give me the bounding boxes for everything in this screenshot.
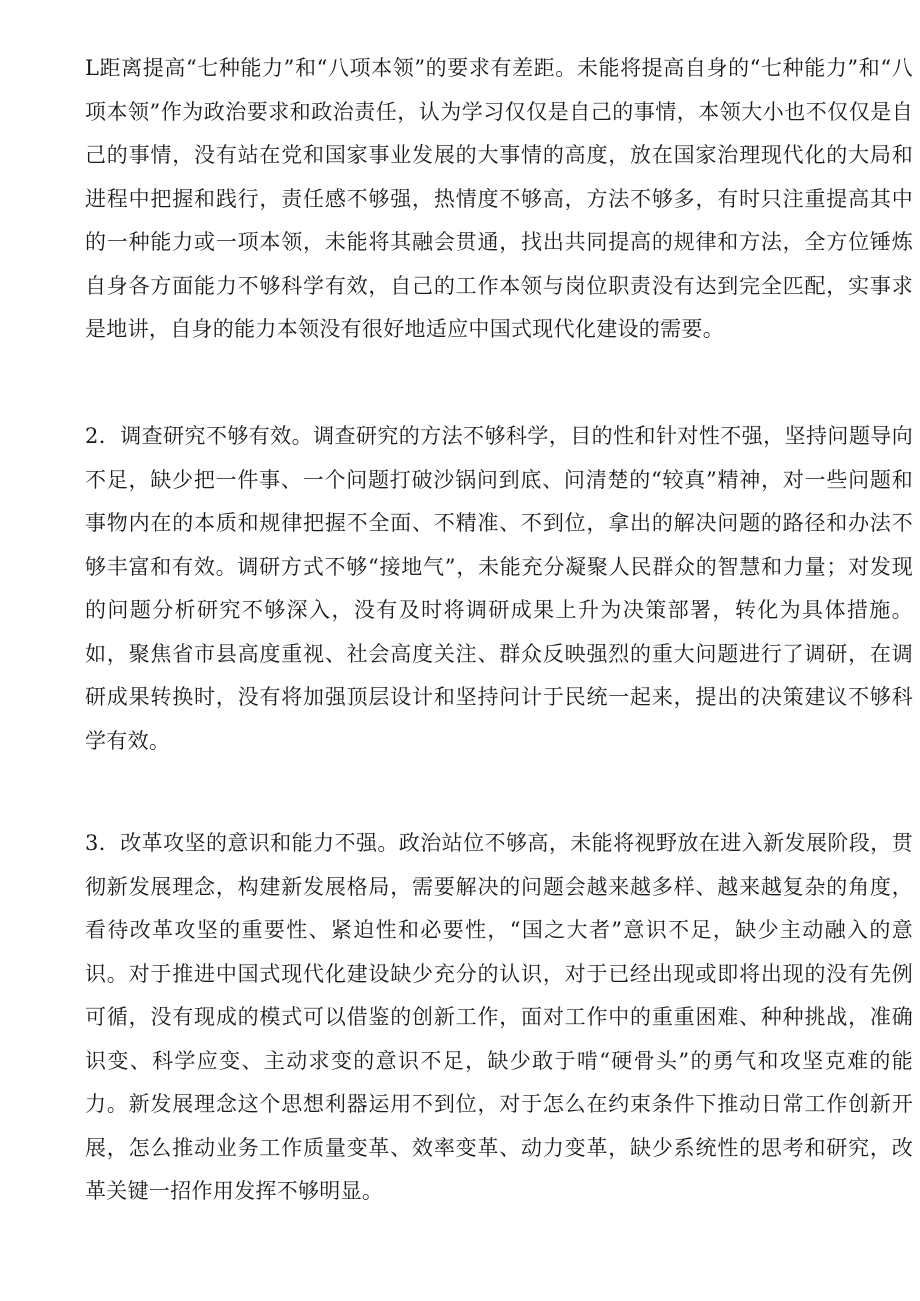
paragraph-1: L距离提高“七种能力”和“八项本领”的要求有差距。未能将提高自身的“七种能力”和“八项本领”作为政治要求和政治责任，认为学习仅仅是自己的事情，本领大小也不仅仅是自己的事情，没有站在党和国家事业发展的大事情的高度，放在国家治理现代化的大局和进程中把握和践行，责任感不够强，热情度不够高，方法不够多，有时只注重提高其中的一种能力或一项本领，未能将其融会贯通，找出共同提高的规律和方法，全方位锤炼自身各方面能力不够科学有效，自己的工作本领与岗位职责没有达到完全匹配，实事求是地讲，自身的能力本领没有很好地适应中国式现代化建设的需要。: [85, 56, 913, 341]
paragraph-3: 3．改革攻坚的意识和能力不强。政治站位不够高，未能将视野放在进入新发展阶段，贯彻新发展理念，构建新发展格局，需要解决的问题会越来越多样、越来越复杂的角度，看待改革攻坚的重要性、紧迫性和必要性，“国之大者”意识不足，缺少主动融入的意识。对于推进中国式现代化建设缺少充分的认识，对于已经出现或即将出现的没有先例可循，没有现成的模式可以借鉴的创新工作，面对工作中的重重困难、种种挑战，准确识变、科学应变、主动求变的意识不足，缺少敢于啃“硬骨头”的勇气和攻坚克难的能力。新发展理念这个思想利器运用不到位，对于怎么在约束条件下推动日常工作创新开展，怎么推动业务工作质量变革、效率变革、动力变革，缺少系统性的思考和研究，改革关键一招作用发挥不够明显。: [85, 831, 913, 1203]
paragraph-2: 2．调查研究不够有效。调查研究的方法不够科学，目的性和针对性不强，坚持问题导向不足，缺少把一件事、一个问题打破沙锅问到底、问清楚的“较真”精神，对一些问题和事物内在的本质和规律把握不全面、不精准、不到位，拿出的解决问题的路径和办法不够丰富和有效。调研方式不够“接地气”，未能充分凝聚人民群众的智慧和力量；对发现的问题分析研究不够深入，没有及时将调研成果上升为决策部署，转化为具体措施。如，聚焦省市县高度重视、社会高度关注、群众反映强烈的重大问题进行了调研，在调研成果转换时，没有将加强顶层设计和坚持问计于民统一起来，提出的决策建议不够科学有效。: [85, 424, 913, 753]
